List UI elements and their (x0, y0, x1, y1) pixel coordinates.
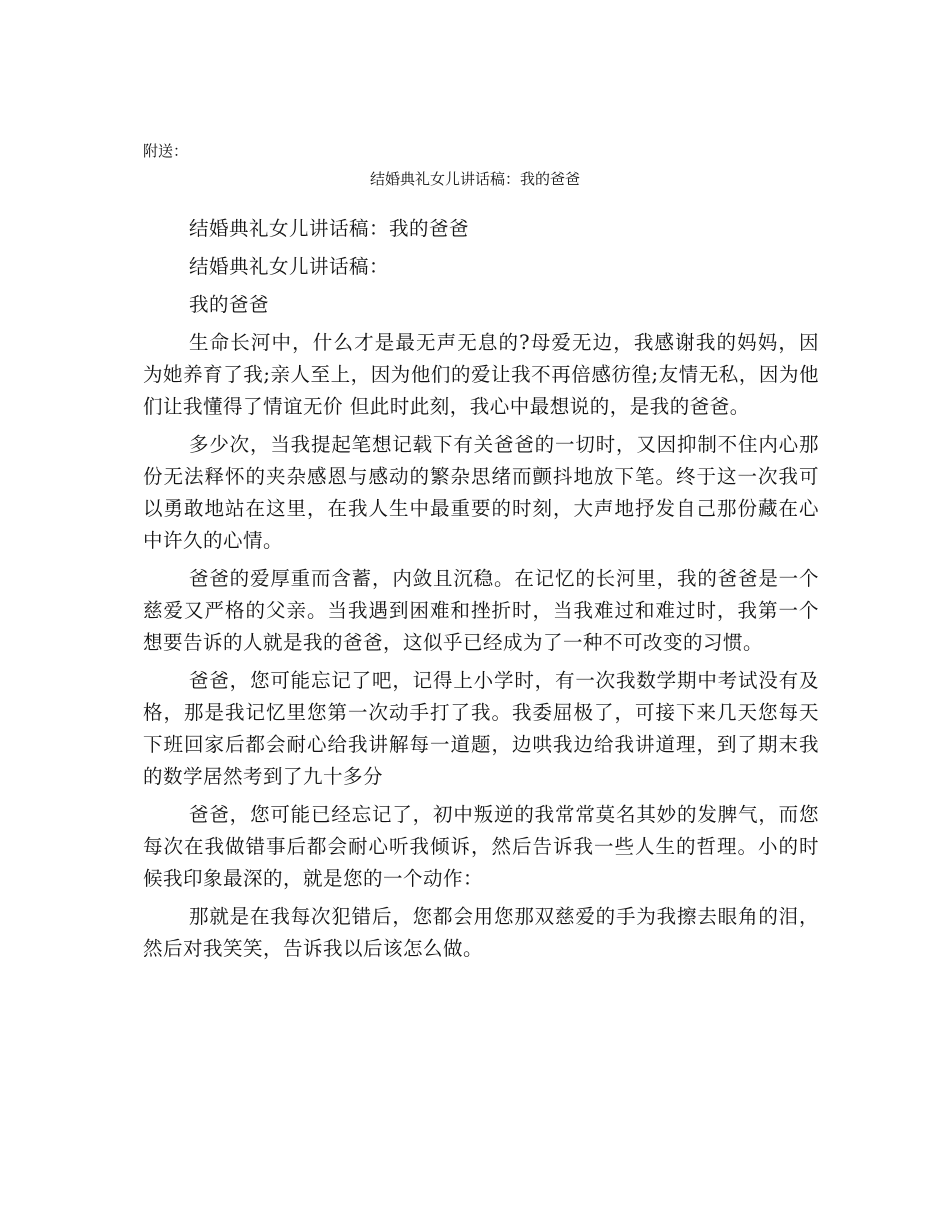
body-paragraph: 爸爸的爱厚重而含蓄，内敛且沉稳。在记忆的长河里，我的爸爸是一个慈爱又严格的父亲。当我遇到困难和挫折时，当我难过和难过时，我第一个想要告诉的人就是我的爸爸，这似乎已经成为了一种不可改变的习惯。 (143, 567, 819, 654)
body-paragraph: 多少次，当我提起笔想记载下有关爸爸的一切时，又因抑制不住内心那份无法释怀的夹杂感恩与感动的繁杂思绪而颤抖地放下笔。终于这一次我可以勇敢地站在这里，在我人生中最重要的时刻，大声地抒发自己那份藏在心中许久的心情。 (143, 433, 819, 552)
document-body (143, 213, 819, 971)
body-paragraph: 那就是在我每次犯错后，您都会用您那双慈爱的手为我擦去眼角的泪，然后对我笑笑，告诉我以后该怎么做。 (143, 905, 819, 960)
body-paragraph: 生命长河中，什么才是最无声无息的?母爱无边，我感谢我的妈妈，因为她养育了我;亲人至上，因为他们的爱让我不再倍感彷徨;友情无私，因为他们让我懂得了情谊无价 但此时此刻，我心中最想说的，是我的爸爸。 (143, 331, 819, 418)
body-heading-line: 结婚典礼女儿讲话稿： (189, 255, 390, 278)
body-paragraph: 爸爸，您可能已经忘记了，初中叛逆的我常常莫名其妙的发脾气，而您每次在我做错事后都会耐心听我倾诉，然后告诉我一些人生的哲理。小的时候我印象最深的，就是您的一个动作： (143, 803, 819, 890)
body-heading-line: 结婚典礼女儿讲话稿：我的爸爸 (189, 217, 470, 240)
body-paragraph: 爸爸，您可能忘记了吧，记得上小学时，有一次我数学期中考试没有及格，那是我记忆里您第一次动手打了我。我委屈极了，可接下来几天您每天下班回家后都会耐心给我讲解每一道题，边哄我边给我讲道理，到了期末我的数学居然考到了九十多分 (143, 669, 819, 788)
body-heading-line: 我的爸爸 (189, 293, 270, 316)
prefix-label: 附送： (143, 142, 189, 160)
document-title: 结婚典礼女儿讲话稿：我的爸爸 (369, 170, 580, 188)
